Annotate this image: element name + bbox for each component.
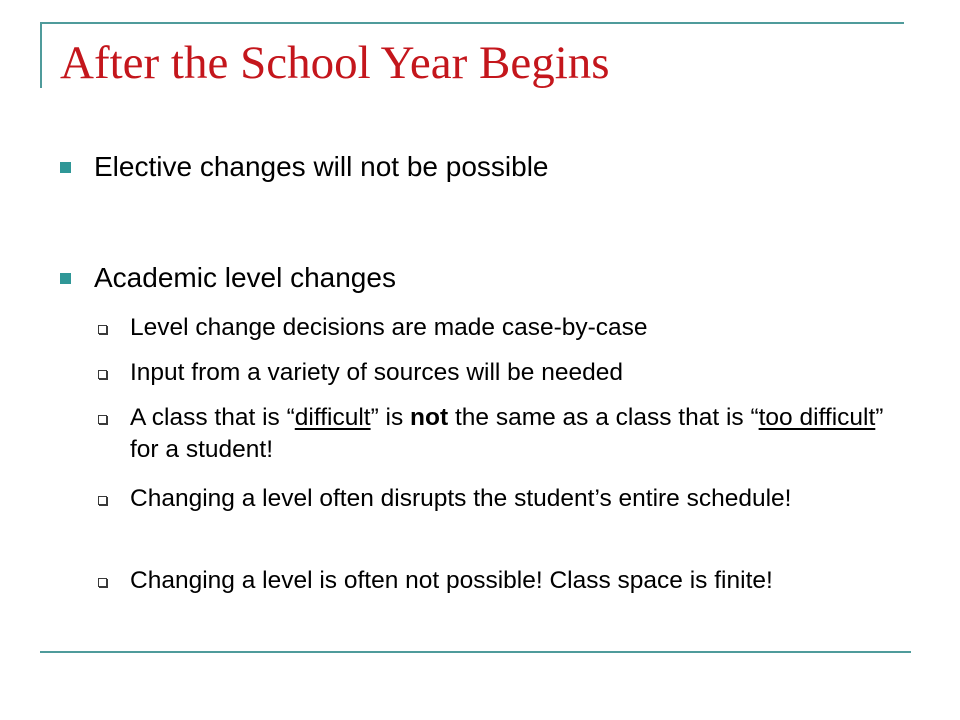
hollow-square-bullet-icon (98, 415, 107, 424)
hollow-square-bullet-icon (98, 578, 107, 587)
bullet-text: Elective changes will not be possible (94, 151, 549, 182)
subbullet-text: A class that is “difficult” is not the same as a class that is “too difficult” for a student! (130, 404, 884, 463)
square-bullet-icon (60, 162, 71, 173)
bullet-academic-level-changes (94, 262, 904, 294)
subbullet-input-sources (130, 357, 910, 389)
emphasis-not: not (410, 404, 449, 431)
hollow-square-bullet-icon (98, 370, 107, 379)
subbullet-text: Input from a variety of sources will be needed (130, 359, 623, 386)
subbullet-difficult-class (130, 402, 910, 466)
bullet-elective-changes (94, 151, 904, 183)
subbullet-disrupts-schedule (130, 483, 910, 515)
underlined-term: too difficult (758, 404, 876, 431)
subbullet-text: Changing a level is often not possible! Class space is finite! (130, 567, 773, 594)
subbullet-not-possible (130, 565, 910, 597)
subbullet-text: Level change decisions are made case-by-case (130, 314, 648, 341)
underlined-term: difficult (294, 404, 371, 431)
hollow-square-bullet-icon (98, 496, 107, 505)
slide-title: After the School Year Begins (60, 37, 610, 89)
bullet-text: Academic level changes (94, 262, 396, 293)
subbullet-text: Changing a level often disrupts the student’s entire schedule! (130, 485, 792, 512)
square-bullet-icon (60, 273, 71, 284)
subbullet-case-by-case (130, 312, 910, 344)
hollow-square-bullet-icon (98, 325, 107, 334)
